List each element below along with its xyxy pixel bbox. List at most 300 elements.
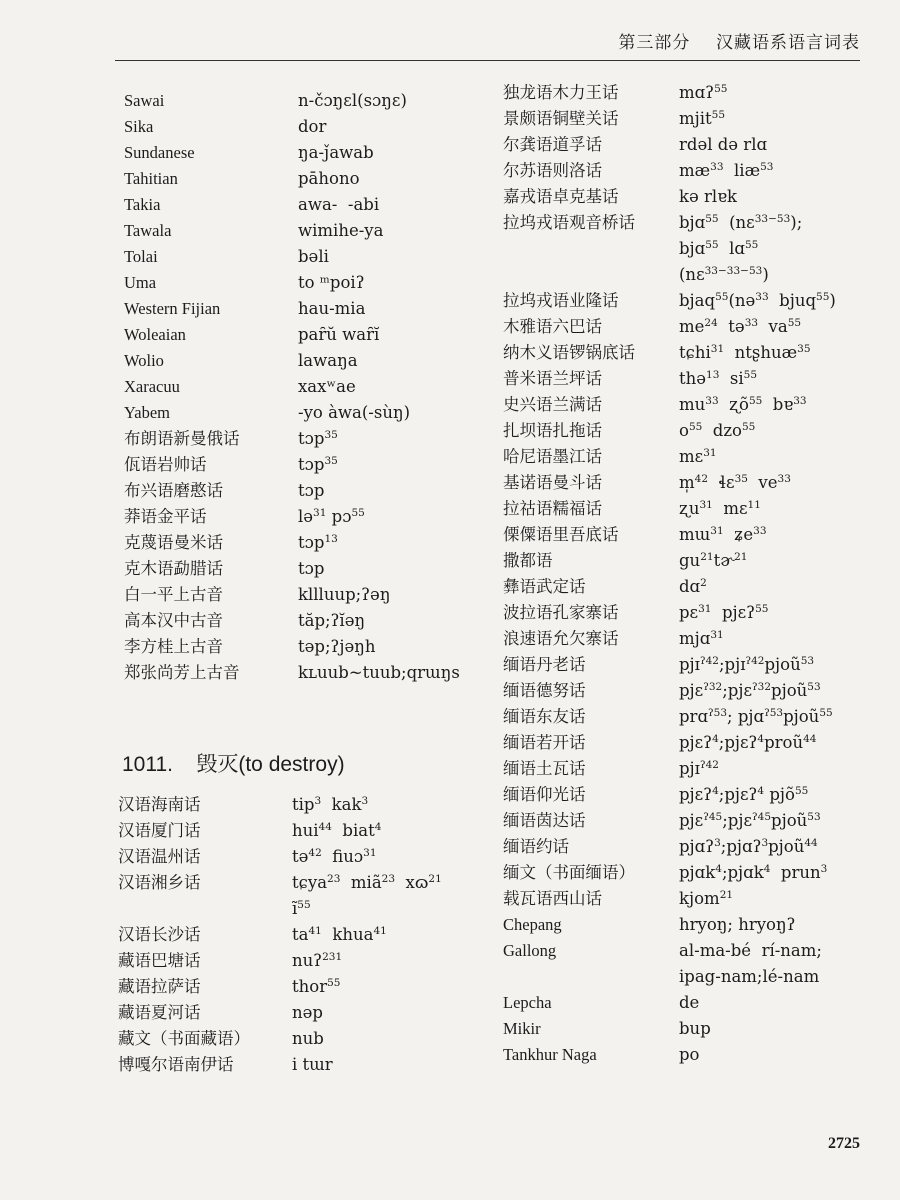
- tone-mark: 44: [804, 837, 818, 849]
- form-segment: pāhono: [298, 169, 360, 188]
- language-name: Tankhur Naga: [503, 1045, 597, 1064]
- word-form: [298, 270, 365, 296]
- form-segment: nəp: [292, 1003, 323, 1022]
- language-name: Takia: [124, 195, 161, 214]
- word-form: [298, 634, 376, 660]
- page-number: 2725: [828, 1135, 860, 1152]
- form-segment: tɕya: [292, 873, 328, 892]
- language-name: Lepcha: [503, 993, 552, 1012]
- entry-row: [124, 582, 494, 608]
- entry-row: [503, 964, 873, 990]
- entry-row: [503, 106, 873, 132]
- word-form: [292, 792, 368, 818]
- form-segment: dor: [298, 117, 327, 136]
- tone-mark: 21: [719, 889, 734, 901]
- entry-row: [503, 860, 873, 886]
- language-name: Tawala: [124, 221, 172, 240]
- form-segment: al-ma-bé rí-nam;: [679, 941, 822, 960]
- entry-row: [124, 556, 494, 582]
- form-segment: bjɑ: [679, 239, 706, 258]
- part-label: 第三部分: [618, 33, 691, 53]
- tone-mark: 55: [819, 707, 833, 719]
- form-segment: ;pjɑʔ: [720, 837, 762, 856]
- form-segment: bjaq: [679, 291, 716, 310]
- word-form: [679, 912, 795, 938]
- tone-mark: 55: [787, 317, 802, 329]
- form-segment: pjoũ: [771, 811, 808, 830]
- word-form: [679, 184, 737, 210]
- entry-row: [118, 870, 498, 896]
- form-segment: mjit: [679, 109, 712, 128]
- entry-row: [118, 844, 498, 870]
- tone-mark: 33: [793, 395, 807, 407]
- tone-mark: 33: [777, 473, 791, 485]
- form-segment: o: [679, 421, 689, 440]
- entry-row: [503, 756, 873, 782]
- entry-row: [503, 626, 873, 652]
- language-name: 撒都语: [503, 551, 553, 570]
- tone-mark: 3: [820, 863, 828, 875]
- form-segment: paȓŭ waȓĭ: [298, 325, 380, 344]
- language-name: Yabem: [124, 403, 170, 422]
- language-name: Uma: [124, 273, 157, 292]
- tone-mark: 55: [794, 785, 809, 797]
- form-segment: kllluup;ʔəŋ: [298, 585, 391, 604]
- tone-mark: 21: [428, 873, 442, 885]
- word-form: [679, 80, 727, 106]
- tone-mark: 3: [761, 837, 769, 849]
- tone-mark: 3: [361, 795, 369, 807]
- entry-row: [503, 132, 873, 158]
- language-name: 哈尼语墨江话: [503, 447, 602, 466]
- language-name: 缅语茵达话: [503, 811, 586, 830]
- tone-mark: 42: [694, 473, 709, 485]
- word-form: [679, 210, 802, 236]
- tone-mark: 55: [743, 369, 758, 381]
- language-name: 缅语若开话: [503, 733, 586, 752]
- tone-mark: ʔ42: [745, 655, 765, 667]
- language-name: Chepang: [503, 915, 562, 934]
- form-segment: tə: [717, 317, 745, 336]
- entry-row: [118, 1052, 498, 1078]
- word-form: [679, 392, 807, 418]
- word-form: [679, 366, 757, 392]
- form-segment: bəli: [298, 247, 329, 266]
- form-segment: ; pjɑ: [727, 707, 765, 726]
- word-form: [298, 296, 365, 322]
- entry-row: [118, 974, 498, 1000]
- form-segment: biat: [331, 821, 375, 840]
- language-name: 缅文（书面缅语）: [503, 863, 635, 882]
- language-name: 拉坞戎语观音桥话: [503, 213, 635, 232]
- language-name: 缅语丹老话: [503, 655, 586, 674]
- entry-row: [124, 452, 494, 478]
- word-form: [679, 470, 791, 496]
- tone-mark: 53: [760, 161, 774, 173]
- tone-mark: 55: [327, 977, 341, 989]
- form-segment: pjɛ: [679, 811, 704, 830]
- entry-row: [503, 158, 873, 184]
- tone-mark: 55: [748, 395, 763, 407]
- language-name: 傈僳语里吾底话: [503, 525, 619, 544]
- tone-mark: ʔ32: [752, 681, 772, 693]
- language-name: 史兴语兰满话: [503, 395, 602, 414]
- form-segment: prɑ: [679, 707, 709, 726]
- entry-row: [503, 366, 873, 392]
- word-form: [679, 262, 769, 288]
- language-name: 郑张尚芳上古音: [124, 663, 240, 682]
- language-name: Mikir: [503, 1019, 541, 1038]
- word-form: [679, 626, 724, 652]
- tone-mark: 31: [363, 847, 377, 859]
- form-segment: nuʔ: [292, 951, 323, 970]
- entry-row: [118, 818, 498, 844]
- word-form: [679, 860, 827, 886]
- word-form: [298, 374, 356, 400]
- entry-row: [124, 660, 494, 686]
- word-form: [679, 1016, 711, 1042]
- form-segment: -yo àwa(-sùŋ): [298, 403, 411, 422]
- entry-row: [124, 400, 494, 426]
- entry-row: [503, 678, 873, 704]
- language-name: 拉坞戎语业隆话: [503, 291, 619, 310]
- form-segment: ŋa-ǰawab: [298, 143, 374, 162]
- form-segment: bjɑ: [679, 213, 706, 232]
- entry-row: [503, 340, 873, 366]
- form-segment: thor: [292, 977, 328, 996]
- language-name: 藏语拉萨话: [118, 977, 201, 996]
- entry-row: [118, 896, 498, 922]
- form-segment: tə: [292, 847, 309, 866]
- word-form: [298, 348, 358, 374]
- tone-mark: 41: [373, 925, 387, 937]
- entry-row: [118, 1026, 498, 1052]
- word-form: [679, 314, 801, 340]
- tone-mark: ʔ42: [699, 655, 719, 667]
- word-form: [679, 236, 758, 262]
- tone-mark: ʔ53: [708, 707, 728, 719]
- word-form: [298, 244, 329, 270]
- tone-mark: 53: [800, 655, 815, 667]
- tone-mark: 13: [706, 369, 720, 381]
- entry-row: [503, 652, 873, 678]
- language-name: Western Fijian: [124, 299, 221, 318]
- form-segment: ipag-nam;lé-nam: [679, 967, 820, 986]
- word-form: [679, 548, 748, 574]
- entry-row: [503, 522, 873, 548]
- entry-row: [124, 348, 494, 374]
- entry-row: [124, 504, 494, 530]
- form-segment: (nɛ: [679, 265, 705, 284]
- word-form: [679, 288, 836, 314]
- form-segment: dɑ: [679, 577, 701, 596]
- language-name: 缅语约话: [503, 837, 569, 856]
- section-title: 汉藏语系语言词表: [716, 33, 860, 53]
- left-column-bottom: [118, 792, 498, 1078]
- form-segment: thə: [679, 369, 707, 388]
- tone-mark: 35: [324, 429, 338, 441]
- tone-mark: 33: [753, 525, 767, 537]
- tone-mark: 42: [308, 847, 322, 859]
- entry-row: [503, 418, 873, 444]
- entry-row: [503, 782, 873, 808]
- form-segment: bjuq: [768, 291, 817, 310]
- word-form: [679, 730, 816, 756]
- form-segment: (nə: [728, 291, 756, 310]
- form-segment: pjɛ: [679, 681, 704, 700]
- form-segment: pjõ: [764, 785, 795, 804]
- tone-mark: 11: [747, 499, 761, 511]
- tone-mark: 23: [381, 873, 396, 885]
- entry-row: [503, 80, 873, 106]
- form-segment: mɛ: [712, 499, 748, 518]
- entry-row: [503, 600, 873, 626]
- word-form: [679, 990, 699, 1016]
- word-form: [298, 140, 374, 166]
- word-form: [298, 192, 379, 218]
- word-form: [679, 964, 819, 990]
- form-segment: xaxʷae: [298, 377, 356, 396]
- language-name: 缅语土瓦话: [503, 759, 586, 778]
- form-segment: n-čɔŋɛl(sɔŋɛ): [298, 91, 407, 110]
- tone-mark: ʔ32: [703, 681, 723, 693]
- tone-mark: 13: [324, 533, 338, 545]
- tone-mark: 3: [314, 795, 322, 807]
- form-segment: wimihe-ya: [298, 221, 384, 240]
- language-name: 扎坝语扎拖话: [503, 421, 602, 440]
- word-form: [298, 218, 383, 244]
- form-segment: de: [679, 993, 700, 1012]
- tone-mark: 24: [704, 317, 718, 329]
- entry-row: [503, 444, 873, 470]
- tone-mark: 53: [807, 681, 821, 693]
- tone-mark: 55: [742, 421, 756, 433]
- tone-mark: 31: [710, 343, 725, 355]
- form-segment: bup: [679, 1019, 711, 1038]
- tone-mark: 31: [698, 603, 712, 615]
- form-segment: kak: [321, 795, 362, 814]
- language-name: 普米语兰坪话: [503, 369, 602, 388]
- form-segment: ʐu: [679, 499, 700, 518]
- form-segment: pjoũ: [764, 655, 801, 674]
- language-name: Wolio: [124, 351, 164, 370]
- entry-row: [503, 496, 873, 522]
- tone-mark: 33: [744, 317, 759, 329]
- tone-mark: 55: [755, 603, 769, 615]
- word-form: [292, 844, 377, 870]
- language-name: Woleaian: [124, 325, 186, 344]
- entry-row: [503, 808, 873, 834]
- tone-mark: 33−53: [754, 213, 791, 225]
- language-name: Sawai: [124, 91, 165, 110]
- form-segment: hui: [292, 821, 319, 840]
- word-form: [292, 870, 442, 896]
- language-name: 藏语巴塘话: [118, 951, 201, 970]
- entry-row: [503, 236, 873, 262]
- entry-row: [503, 1016, 873, 1042]
- entry-row: [124, 218, 494, 244]
- tone-mark: 44: [803, 733, 817, 745]
- tone-mark: ʔ45: [752, 811, 772, 823]
- entry-row: [503, 288, 873, 314]
- language-name: 莽语金平话: [124, 507, 207, 526]
- language-name: 布兴语磨憨话: [124, 481, 223, 500]
- word-form: [298, 400, 410, 426]
- form-segment: gu: [679, 551, 701, 570]
- tone-mark: 41: [308, 925, 322, 937]
- word-form: [679, 444, 717, 470]
- language-name: 藏文（书面藏语）: [118, 1029, 250, 1048]
- form-segment: khua: [321, 925, 374, 944]
- form-segment: təp;ʔjəŋh: [298, 637, 376, 656]
- form-segment: tɔp: [298, 455, 325, 474]
- entry-row: [503, 548, 873, 574]
- form-segment: tɚ: [713, 551, 735, 570]
- entry-row: [118, 922, 498, 948]
- language-name: 景颇语铜壁关话: [503, 109, 619, 128]
- form-segment: tɔp: [298, 481, 325, 500]
- form-segment: i tɯr: [292, 1055, 333, 1074]
- language-name: 纳木义语锣锅底话: [503, 343, 635, 362]
- tone-mark: ʔ42: [699, 759, 719, 771]
- form-segment: mu: [679, 395, 706, 414]
- form-segment: proũ: [764, 733, 804, 752]
- entry-row: [503, 262, 873, 288]
- word-form: [298, 166, 360, 192]
- form-segment: va: [758, 317, 788, 336]
- tone-mark: ʔ53: [764, 707, 784, 719]
- tone-mark: 21: [700, 551, 714, 563]
- form-segment: to ᵐpoiʔ: [298, 273, 365, 292]
- form-segment: kʟuub~tuub;qrɯŋs: [298, 663, 460, 682]
- form-segment: pjɛʔ: [679, 785, 713, 804]
- form-segment: ʑe: [723, 525, 754, 544]
- form-segment: nub: [292, 1029, 324, 1048]
- entry-heading: [122, 748, 345, 778]
- language-name: 藏语夏河话: [118, 1003, 201, 1022]
- tone-mark: 4: [374, 821, 382, 833]
- running-head: [618, 28, 860, 53]
- form-segment: ): [762, 265, 769, 284]
- tone-mark: 53: [807, 811, 821, 823]
- form-segment: pjɪ: [679, 655, 700, 674]
- header-rule: [115, 60, 860, 61]
- form-segment: pjɛʔ: [679, 733, 713, 752]
- tone-mark: 31: [710, 525, 724, 537]
- form-segment: pjɪ: [679, 759, 700, 778]
- form-segment: ;pjɪ: [718, 655, 746, 674]
- tone-mark: 23: [327, 873, 341, 885]
- tone-mark: 31: [710, 629, 724, 641]
- entry-row: [124, 374, 494, 400]
- tone-mark: 33−33−53: [704, 265, 763, 277]
- word-form: [298, 426, 338, 452]
- tone-mark: 21: [734, 551, 748, 563]
- language-name: Tolai: [124, 247, 158, 266]
- tone-mark: 55: [351, 507, 365, 519]
- tone-mark: 33: [710, 161, 724, 173]
- word-form: [679, 886, 733, 912]
- language-name: 缅语东友话: [503, 707, 586, 726]
- form-segment: pjɛʔ: [711, 603, 756, 622]
- entry-row: [503, 574, 873, 600]
- form-segment: ): [829, 291, 836, 310]
- language-name: 彝语武定话: [503, 577, 586, 596]
- entry-row: [124, 244, 494, 270]
- tone-mark: 33: [705, 395, 719, 407]
- language-name: Sundanese: [124, 143, 195, 162]
- form-segment: tip: [292, 795, 315, 814]
- form-segment: mjɑ: [679, 629, 711, 648]
- right-column: [503, 80, 873, 1068]
- language-name: 汉语厦门话: [118, 821, 201, 840]
- entry-row: [124, 166, 494, 192]
- tone-mark: ʔ45: [703, 811, 723, 823]
- entry-row: [503, 938, 873, 964]
- tone-mark: 4: [712, 785, 719, 797]
- tone-mark: 35: [734, 473, 748, 485]
- word-form: [679, 808, 821, 834]
- form-segment: kjom: [679, 889, 720, 908]
- entry-row: [124, 634, 494, 660]
- language-name: 缅语德努话: [503, 681, 586, 700]
- form-segment: ;pjɛʔ: [718, 785, 758, 804]
- language-name: 汉语海南话: [118, 795, 201, 814]
- tone-mark: 4: [715, 863, 722, 875]
- tone-mark: 55: [705, 239, 719, 251]
- entry-row: [124, 88, 494, 114]
- entry-row: [503, 184, 873, 210]
- word-form: [679, 132, 767, 158]
- entry-row: [503, 730, 873, 756]
- word-form: [679, 1042, 700, 1068]
- tone-mark: 33: [755, 291, 769, 303]
- form-segment: lə: [298, 507, 314, 526]
- entry-row: [503, 392, 873, 418]
- language-name: 独龙语木力王话: [503, 83, 619, 102]
- language-name: 汉语温州话: [118, 847, 201, 866]
- word-form: [292, 1052, 333, 1078]
- word-form: [298, 556, 324, 582]
- form-segment: ɬɛ: [708, 473, 735, 492]
- tone-mark: 55: [705, 213, 719, 225]
- language-name: 汉语湘乡话: [118, 873, 201, 892]
- word-form: [679, 782, 808, 808]
- word-form: [298, 88, 407, 114]
- word-form: [679, 522, 767, 548]
- language-name: 白一平上古音: [124, 585, 223, 604]
- form-segment: fiuɔ: [321, 847, 364, 866]
- word-form: [298, 478, 324, 504]
- language-name: 博嘎尔语南伊话: [118, 1055, 234, 1074]
- word-form: [679, 158, 773, 184]
- tone-mark: 31: [703, 447, 717, 459]
- form-segment: pjɑʔ: [679, 837, 715, 856]
- form-segment: mæ: [679, 161, 711, 180]
- word-form: [679, 756, 719, 782]
- form-segment: tăp;ʔĭəŋ: [298, 611, 366, 630]
- form-segment: hryoŋ; hryoŋʔ: [679, 915, 796, 934]
- word-form: [679, 704, 833, 730]
- entry-row: [124, 426, 494, 452]
- tone-mark: 44: [318, 821, 332, 833]
- tone-mark: 35: [797, 343, 811, 355]
- language-name: 克蔑语曼米话: [124, 533, 223, 552]
- form-segment: pɔ: [326, 507, 352, 526]
- tone-mark: 31: [313, 507, 327, 519]
- form-segment: me: [679, 317, 705, 336]
- entry-row: [503, 470, 873, 496]
